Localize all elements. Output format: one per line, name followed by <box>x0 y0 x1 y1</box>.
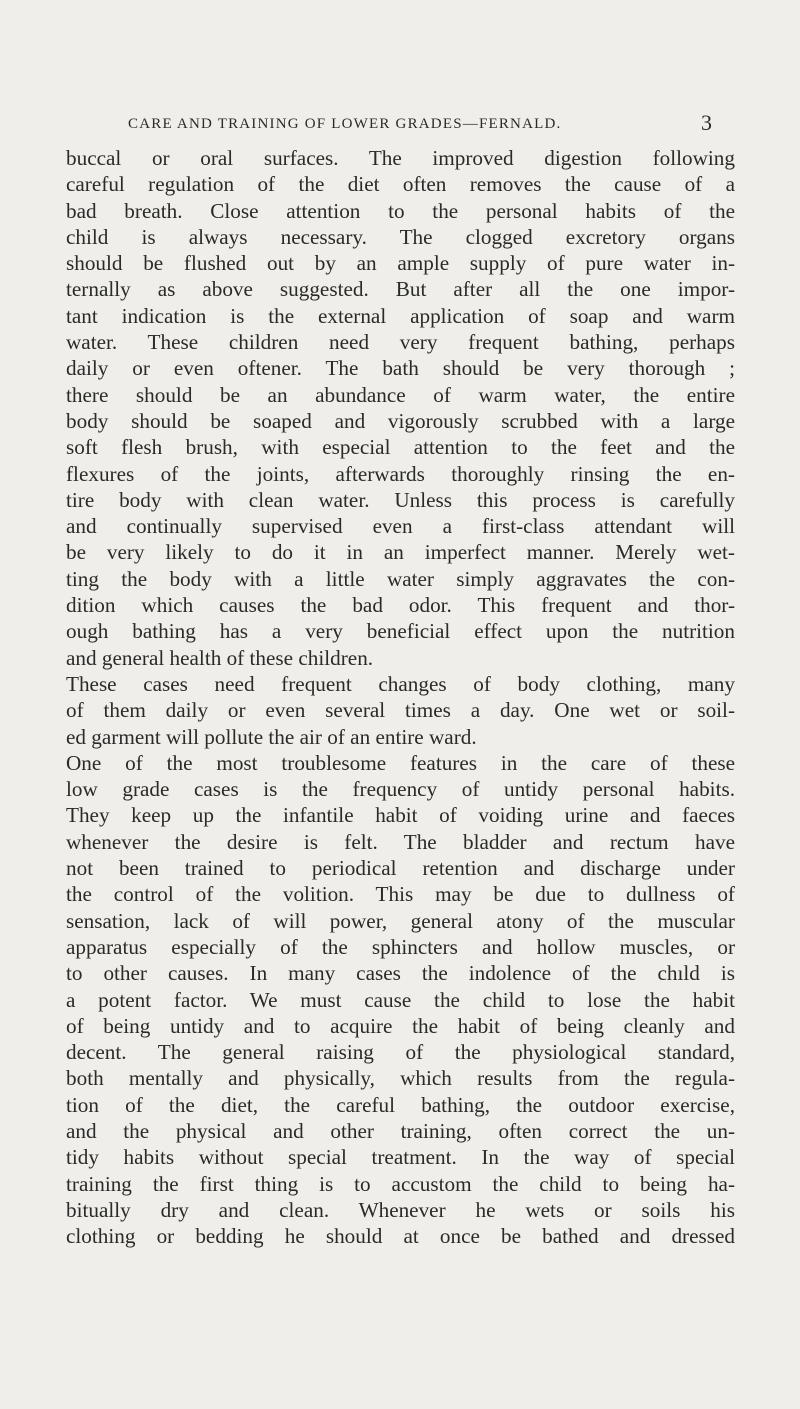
text-line: should be flushed out by an ample supply of pure water in- <box>66 251 735 276</box>
text-line: sensation, lack of will power, general atony of the muscular <box>66 908 735 933</box>
text-line: not been trained to periodical retention and discharge under <box>66 856 735 881</box>
text-line: bitually dry and clean. Whenever he wets or soils his <box>66 1197 735 1222</box>
text-line: both mentally and physically, which results from the regula- <box>66 1066 735 1091</box>
text-line: there should be an abundance of warm water, the entire <box>66 382 735 407</box>
text-line: ough bathing has a very beneficial effect upon the nutrition <box>66 619 735 644</box>
text-line: apparatus especially of the sphincters and hollow muscles, or <box>66 934 735 959</box>
text-line: and continually supervised even a first-class attendant will <box>66 514 735 539</box>
text-line: low grade cases is the frequency of untidy personal habits. <box>66 777 735 802</box>
text-line: be very likely to do it in an imperfect manner. Merely wet- <box>66 540 735 565</box>
text-line: buccal or oral surfaces. The improved digestion following <box>66 146 735 170</box>
running-title: CARE AND TRAINING OF LOWER GRADES—FERNALD. <box>128 116 562 132</box>
text-line: training the first thing is to accustom the child to being ha- <box>66 1171 735 1196</box>
text-line: careful regulation of the diet often removes the cause of a <box>66 172 735 197</box>
text-line: clothing or bedding he should at once be bathed and dressed <box>66 1224 735 1249</box>
text-line: tidy habits without special treatment. In the way of special <box>66 1145 735 1170</box>
text-line: child is always necessary. The clogged excretory organs <box>66 224 735 249</box>
text-line: tant indication is the external application of soap and warm <box>66 303 735 328</box>
text-line: daily or even oftener. The bath should be very thorough ; <box>66 356 735 381</box>
text-line: flexures of the joints, afterwards thoroughly rinsing the en- <box>66 461 735 486</box>
text-line: decent. The general raising of the physiological standard, <box>66 1040 735 1065</box>
page-number: 3 <box>701 110 712 135</box>
text-line: soft flesh brush, with especial attention to the feet and the <box>66 435 735 460</box>
text-line: to other causes. In many cases the indolence of the chıld is <box>66 961 735 986</box>
text-line: They keep up the infantile habit of voiding urine and faeces <box>66 803 735 828</box>
text-line: water. These children need very frequent bathing, perhaps <box>66 330 735 355</box>
text-line: of them daily or even several times a day. One wet or soil- <box>66 698 735 723</box>
text-line: ting the body with a little water simply aggravates the con- <box>66 566 735 591</box>
text-line: These cases need frequent changes of body clothing, many <box>66 671 735 696</box>
text-line: of being untidy and to acquire the habit of being cleanly and <box>66 1013 735 1038</box>
text-line: ternally as above suggested. But after all the one impor- <box>66 277 735 302</box>
text-line: body should be soaped and vigorously scrubbed with a large <box>66 408 735 433</box>
text-line: tire body with clean water. Unless this process is carefully <box>66 487 735 512</box>
text-line: and general health of these children. <box>66 645 374 670</box>
text-line: tion of the diet, the careful bathing, the outdoor exercise, <box>66 1092 735 1117</box>
text-line: the control of the volition. This may be due to dullness of <box>66 882 735 907</box>
text-line: ed garment will pollute the air of an entire ward. <box>66 724 477 749</box>
text-line: dition which causes the bad odor. This frequent and thor- <box>66 593 735 618</box>
text-line: and the physical and other training, often correct the un- <box>66 1118 735 1143</box>
text-line: whenever the desire is felt. The bladder and rectum have <box>66 829 735 854</box>
body-text <box>66 145 735 1249</box>
text-line: a potent factor. We must cause the child to lose the habit <box>66 987 735 1012</box>
text-line: One of the most troublesome features in the care of these <box>66 750 735 775</box>
text-line: bad breath. Close attention to the personal habits of the <box>66 198 735 223</box>
running-head <box>128 116 648 133</box>
